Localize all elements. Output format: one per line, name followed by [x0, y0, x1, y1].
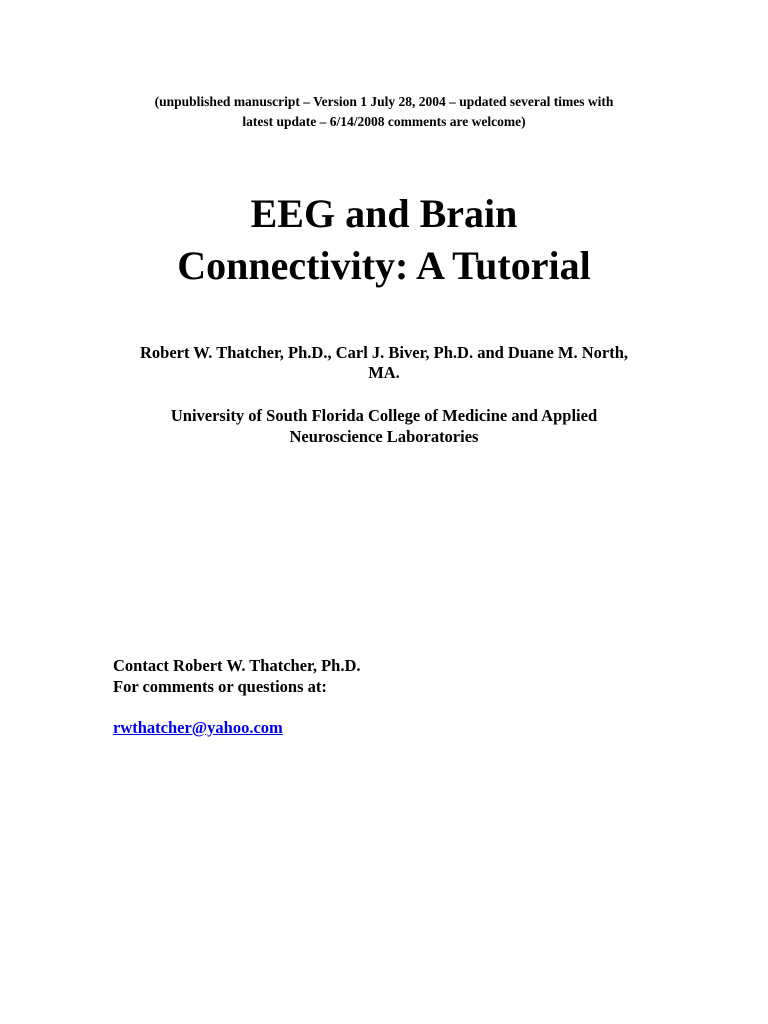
contact-info	[113, 655, 361, 697]
affiliation-line-2: Neuroscience Laboratories	[289, 427, 479, 446]
title-line-2: Connectivity: A Tutorial	[177, 243, 591, 288]
authors-line-2: MA.	[368, 363, 400, 382]
status-note-line-1: (unpublished manuscript – Version 1 July 28, 2004 – updated several times with	[154, 94, 614, 109]
contact-line-2: For comments or questions at:	[113, 677, 327, 696]
title-line-1: EEG and Brain	[250, 191, 518, 236]
author-list	[0, 343, 768, 383]
contact-email-link[interactable]: rwthatcher@yahoo.com	[113, 718, 283, 737]
document-title	[0, 188, 768, 292]
affiliation-line-1: University of South Florida College of Medicine and Applied	[170, 406, 598, 425]
authors-line-1: Robert W. Thatcher, Ph.D., Carl J. Biver, Ph.D. and Duane M. North,	[140, 343, 628, 362]
manuscript-status-note	[0, 92, 768, 132]
affiliation	[0, 405, 768, 447]
status-note-line-2: latest update – 6/14/2008 comments are welcome)	[242, 114, 526, 129]
contact-line-1: Contact Robert W. Thatcher, Ph.D.	[113, 656, 361, 675]
